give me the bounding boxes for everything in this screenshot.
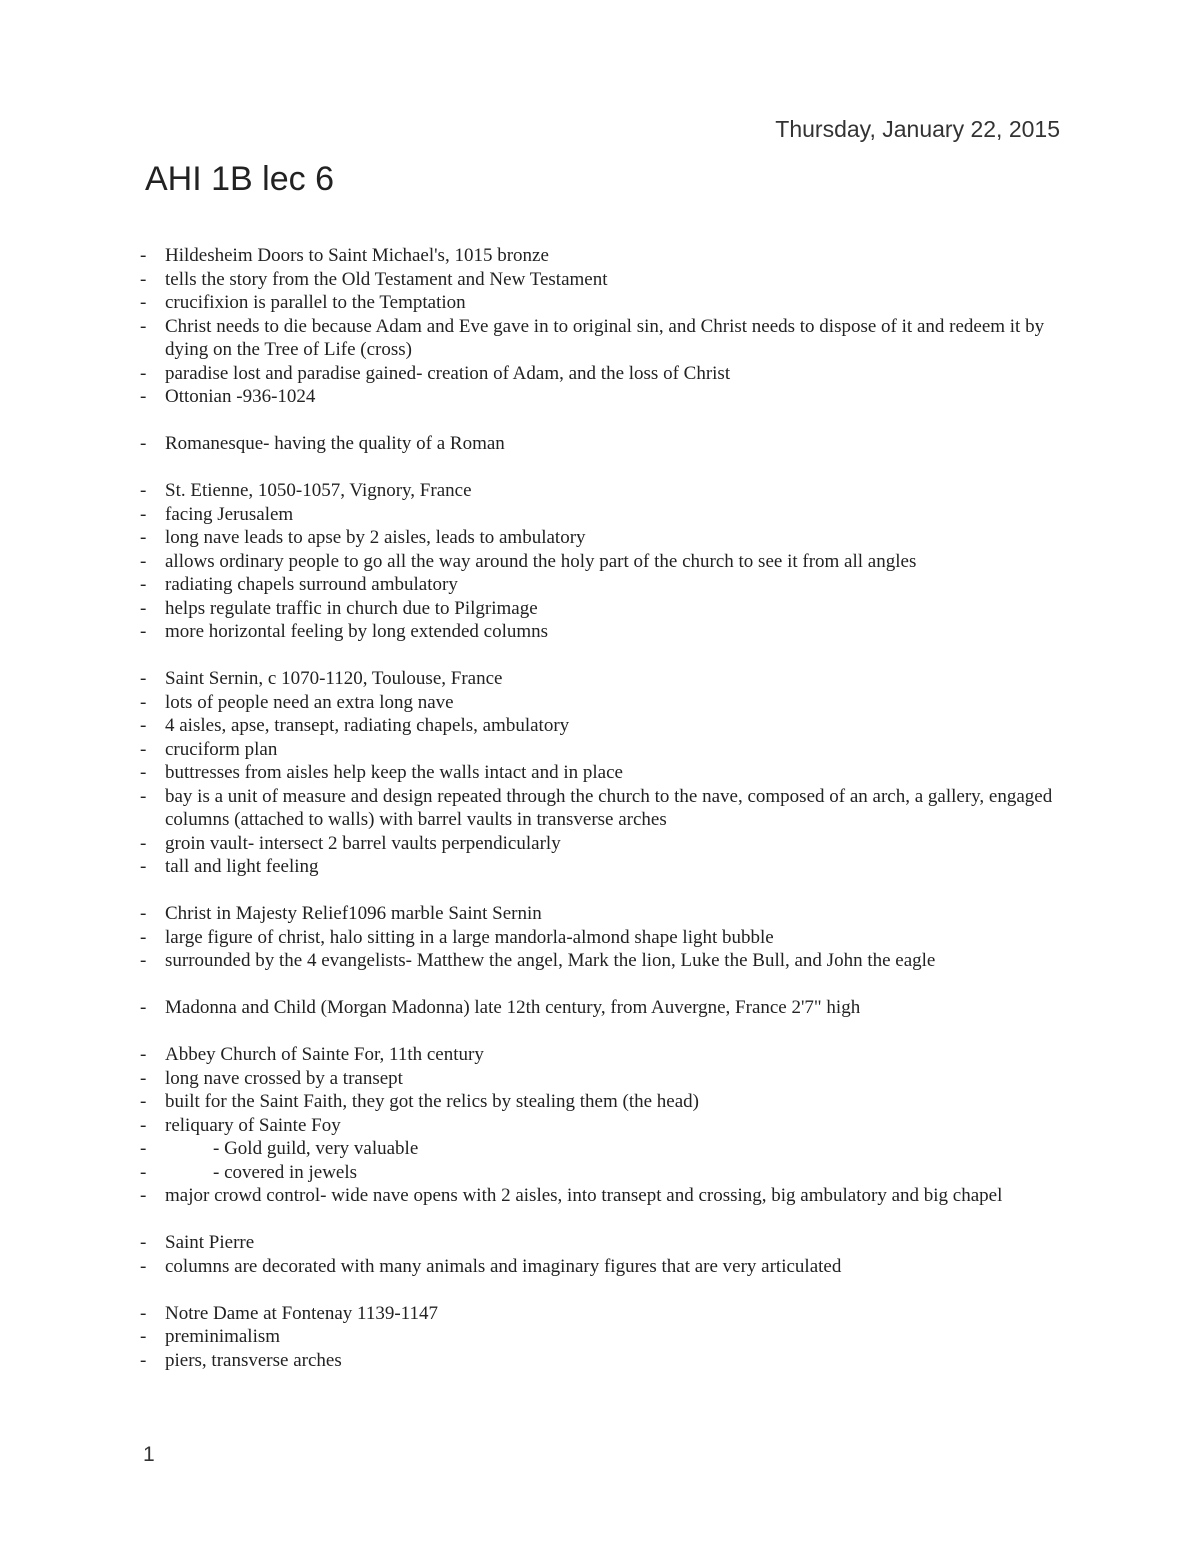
bullet-text: Christ in Majesty Relief1096 marble Saint Sernin <box>165 903 542 924</box>
bullet-dash: - <box>140 1349 147 1371</box>
bullet-item <box>140 1114 1070 1138</box>
bullet-dash: - <box>140 621 147 642</box>
bullet-text: cruciform plan <box>165 738 278 760</box>
sub-bullet-item <box>140 1161 1070 1185</box>
bullet-text: long nave crossed by a transept <box>165 1067 403 1089</box>
sub-bullet-item <box>140 1137 1070 1161</box>
group-spacer <box>140 1208 1070 1232</box>
bullet-dash: - <box>140 480 147 501</box>
bullet-item <box>140 832 1070 856</box>
bullet-text: Notre Dame at Fontenay 1139-1147 <box>165 1302 438 1324</box>
bullet-dash: - <box>140 1044 147 1065</box>
bullet-text: more horizontal feeling by long extended columns <box>165 621 549 642</box>
bullet-dash: - <box>140 997 147 1018</box>
bullet-dash: - <box>140 268 147 290</box>
group-spacer <box>140 409 1070 433</box>
bullet-item <box>140 526 1070 550</box>
bullet-text: 4 aisles, apse, transept, radiating chapels, ambulatory <box>165 715 570 736</box>
group-spacer <box>140 644 1070 668</box>
bullet-item <box>140 244 1070 268</box>
bullet-dash: - <box>140 527 147 548</box>
document-date: Thursday, January 22, 2015 <box>775 116 1060 142</box>
bullet-item <box>140 315 1070 362</box>
bullet-text: crucifixion is parallel to the Temptation <box>165 292 466 313</box>
bullet-dash: - <box>140 715 147 736</box>
bullet-dash: - <box>140 691 147 713</box>
bullet-text: buttresses from aisles help keep the walls intact and in place <box>165 762 623 783</box>
bullet-item <box>140 620 1070 644</box>
bullet-text: tall and light feeling <box>165 856 319 877</box>
bullet-dash: - <box>140 292 147 313</box>
bullet-text: radiating chapels surround ambulatory <box>165 574 458 595</box>
bullet-item <box>140 738 1070 762</box>
bullet-dash: - <box>140 785 147 807</box>
bullet-text: groin vault- intersect 2 barrel vaults perpendicularly <box>165 832 561 854</box>
bullet-text: helps regulate traffic in church due to Pilgrimage <box>165 597 538 619</box>
bullet-text: St. Etienne, 1050-1057, Vignory, France <box>165 480 472 501</box>
bullet-text: reliquary of Sainte Foy <box>165 1114 341 1136</box>
bullet-text: preminimalism <box>165 1326 281 1347</box>
bullet-item <box>140 573 1070 597</box>
bullet-text: allows ordinary people to go all the way around the holy part of the church to see it from all angles <box>165 550 917 572</box>
bullet-item <box>140 385 1070 409</box>
bullet-text: lots of people need an extra long nave <box>165 691 454 713</box>
bullet-text: columns are decorated with many animals and imaginary figures that are very articulated <box>165 1255 842 1277</box>
bullet-dash: - <box>140 1067 147 1089</box>
bullet-item <box>140 714 1070 738</box>
bullet-text: Romanesque- having the quality of a Roman <box>165 433 505 454</box>
bullet-dash: - <box>140 738 147 760</box>
bullet-dash: - <box>140 1232 147 1253</box>
bullet-item <box>140 691 1070 715</box>
bullet-dash: - <box>140 1326 147 1347</box>
bullet-text: Hildesheim Doors to Saint Michael's, 1015 bronze <box>165 245 549 266</box>
bullet-item <box>140 1067 1070 1091</box>
bullet-item <box>140 949 1070 973</box>
bullet-text: surrounded by the 4 evangelists- Matthew the angel, Mark the lion, Luke the Bull, and John the eagle <box>165 950 936 971</box>
bullet-item <box>140 855 1070 879</box>
bullet-dash: - <box>140 950 147 971</box>
bullet-item <box>140 432 1070 456</box>
bullet-dash: - <box>140 1114 147 1136</box>
bullet-item <box>140 761 1070 785</box>
bullet-item <box>140 503 1070 527</box>
bullet-item <box>140 1184 1070 1208</box>
bullet-item <box>140 926 1070 950</box>
bullet-dash: - <box>140 832 147 854</box>
bullet-dash: - <box>140 245 147 266</box>
bullet-text: bay is a unit of measure and design repeated through the church to the nave, composed of an arch, a gallery, engaged columns (attached to walls) with barrel vaults in transverse arches <box>165 785 1053 830</box>
bullet-text: tells the story from the Old Testament and New Testament <box>165 268 608 290</box>
bullet-item <box>140 667 1070 691</box>
bullet-text: long nave leads to apse by 2 aisles, leads to ambulatory <box>165 527 586 548</box>
bullet-item <box>140 1302 1070 1326</box>
bullet-item <box>140 1255 1070 1279</box>
bullet-text: major crowd control- wide nave opens with 2 aisles, into transept and crossing, big ambulatory and big chapel <box>165 1185 1003 1206</box>
bullet-dash: - <box>140 903 147 924</box>
bullet-text: - Gold guild, very valuable <box>213 1138 419 1159</box>
bullet-item <box>140 1231 1070 1255</box>
group-spacer <box>140 1020 1070 1044</box>
bullet-dash: - <box>140 574 147 595</box>
bullet-text: Ottonian -936-1024 <box>165 386 316 407</box>
bullet-dash: - <box>140 762 147 783</box>
bullet-dash: - <box>140 550 147 572</box>
bullet-dash: - <box>140 1091 147 1112</box>
bullet-text: piers, transverse arches <box>165 1349 342 1371</box>
bullet-text: large figure of christ, halo sitting in a large mandorla-almond shape light bubble <box>165 926 774 948</box>
bullet-dash: - <box>140 597 147 619</box>
bullet-dash: - <box>140 1255 147 1277</box>
bullet-text: Madonna and Child (Morgan Madonna) late 12th century, from Auvergne, France 2'7" high <box>165 997 861 1018</box>
bullet-text: facing Jerusalem <box>165 503 294 525</box>
bullet-item <box>140 785 1070 832</box>
bullet-text: Saint Pierre <box>165 1232 255 1253</box>
bullet-item <box>140 597 1070 621</box>
bullet-text: built for the Saint Faith, they got the relics by stealing them (the head) <box>165 1091 699 1112</box>
bullet-dash: - <box>140 856 147 877</box>
bullet-dash: - <box>140 668 147 689</box>
bullet-text: - covered in jewels <box>213 1161 358 1183</box>
bullet-item <box>140 1349 1070 1373</box>
bullet-text: paradise lost and paradise gained- creation of Adam, and the loss of Christ <box>165 362 731 384</box>
bullet-text: Saint Sernin, c 1070-1120, Toulouse, France <box>165 668 503 689</box>
bullet-dash: - <box>140 433 147 454</box>
bullet-dash: - <box>140 1138 147 1159</box>
bullet-dash: - <box>140 503 147 525</box>
bullet-text: Christ needs to die because Adam and Eve gave in to original sin, and Christ needs to dispose of it and redeem it by dying on the Tree of Life (cross) <box>165 315 1045 360</box>
group-spacer <box>140 973 1070 997</box>
bullet-item <box>140 1043 1070 1067</box>
bullet-text: Abbey Church of Sainte For, 11th century <box>165 1044 484 1065</box>
bullet-item <box>140 902 1070 926</box>
bullet-item <box>140 291 1070 315</box>
bullet-dash: - <box>140 315 147 337</box>
bullet-dash: - <box>140 362 147 384</box>
bullet-dash: - <box>140 1161 147 1183</box>
page-number: 1 <box>143 1443 155 1466</box>
group-spacer <box>140 1278 1070 1302</box>
lecture-notes-list <box>140 244 1070 1372</box>
bullet-item <box>140 550 1070 574</box>
group-spacer <box>140 879 1070 903</box>
bullet-item <box>140 479 1070 503</box>
document-title: AHI 1B lec 6 <box>145 160 334 198</box>
bullet-dash: - <box>140 1185 147 1206</box>
bullet-item <box>140 362 1070 386</box>
bullet-item <box>140 1090 1070 1114</box>
bullet-item <box>140 996 1070 1020</box>
bullet-dash: - <box>140 386 147 407</box>
group-spacer <box>140 456 1070 480</box>
bullet-item <box>140 268 1070 292</box>
bullet-dash: - <box>140 926 147 948</box>
bullet-dash: - <box>140 1302 147 1324</box>
bullet-item <box>140 1325 1070 1349</box>
